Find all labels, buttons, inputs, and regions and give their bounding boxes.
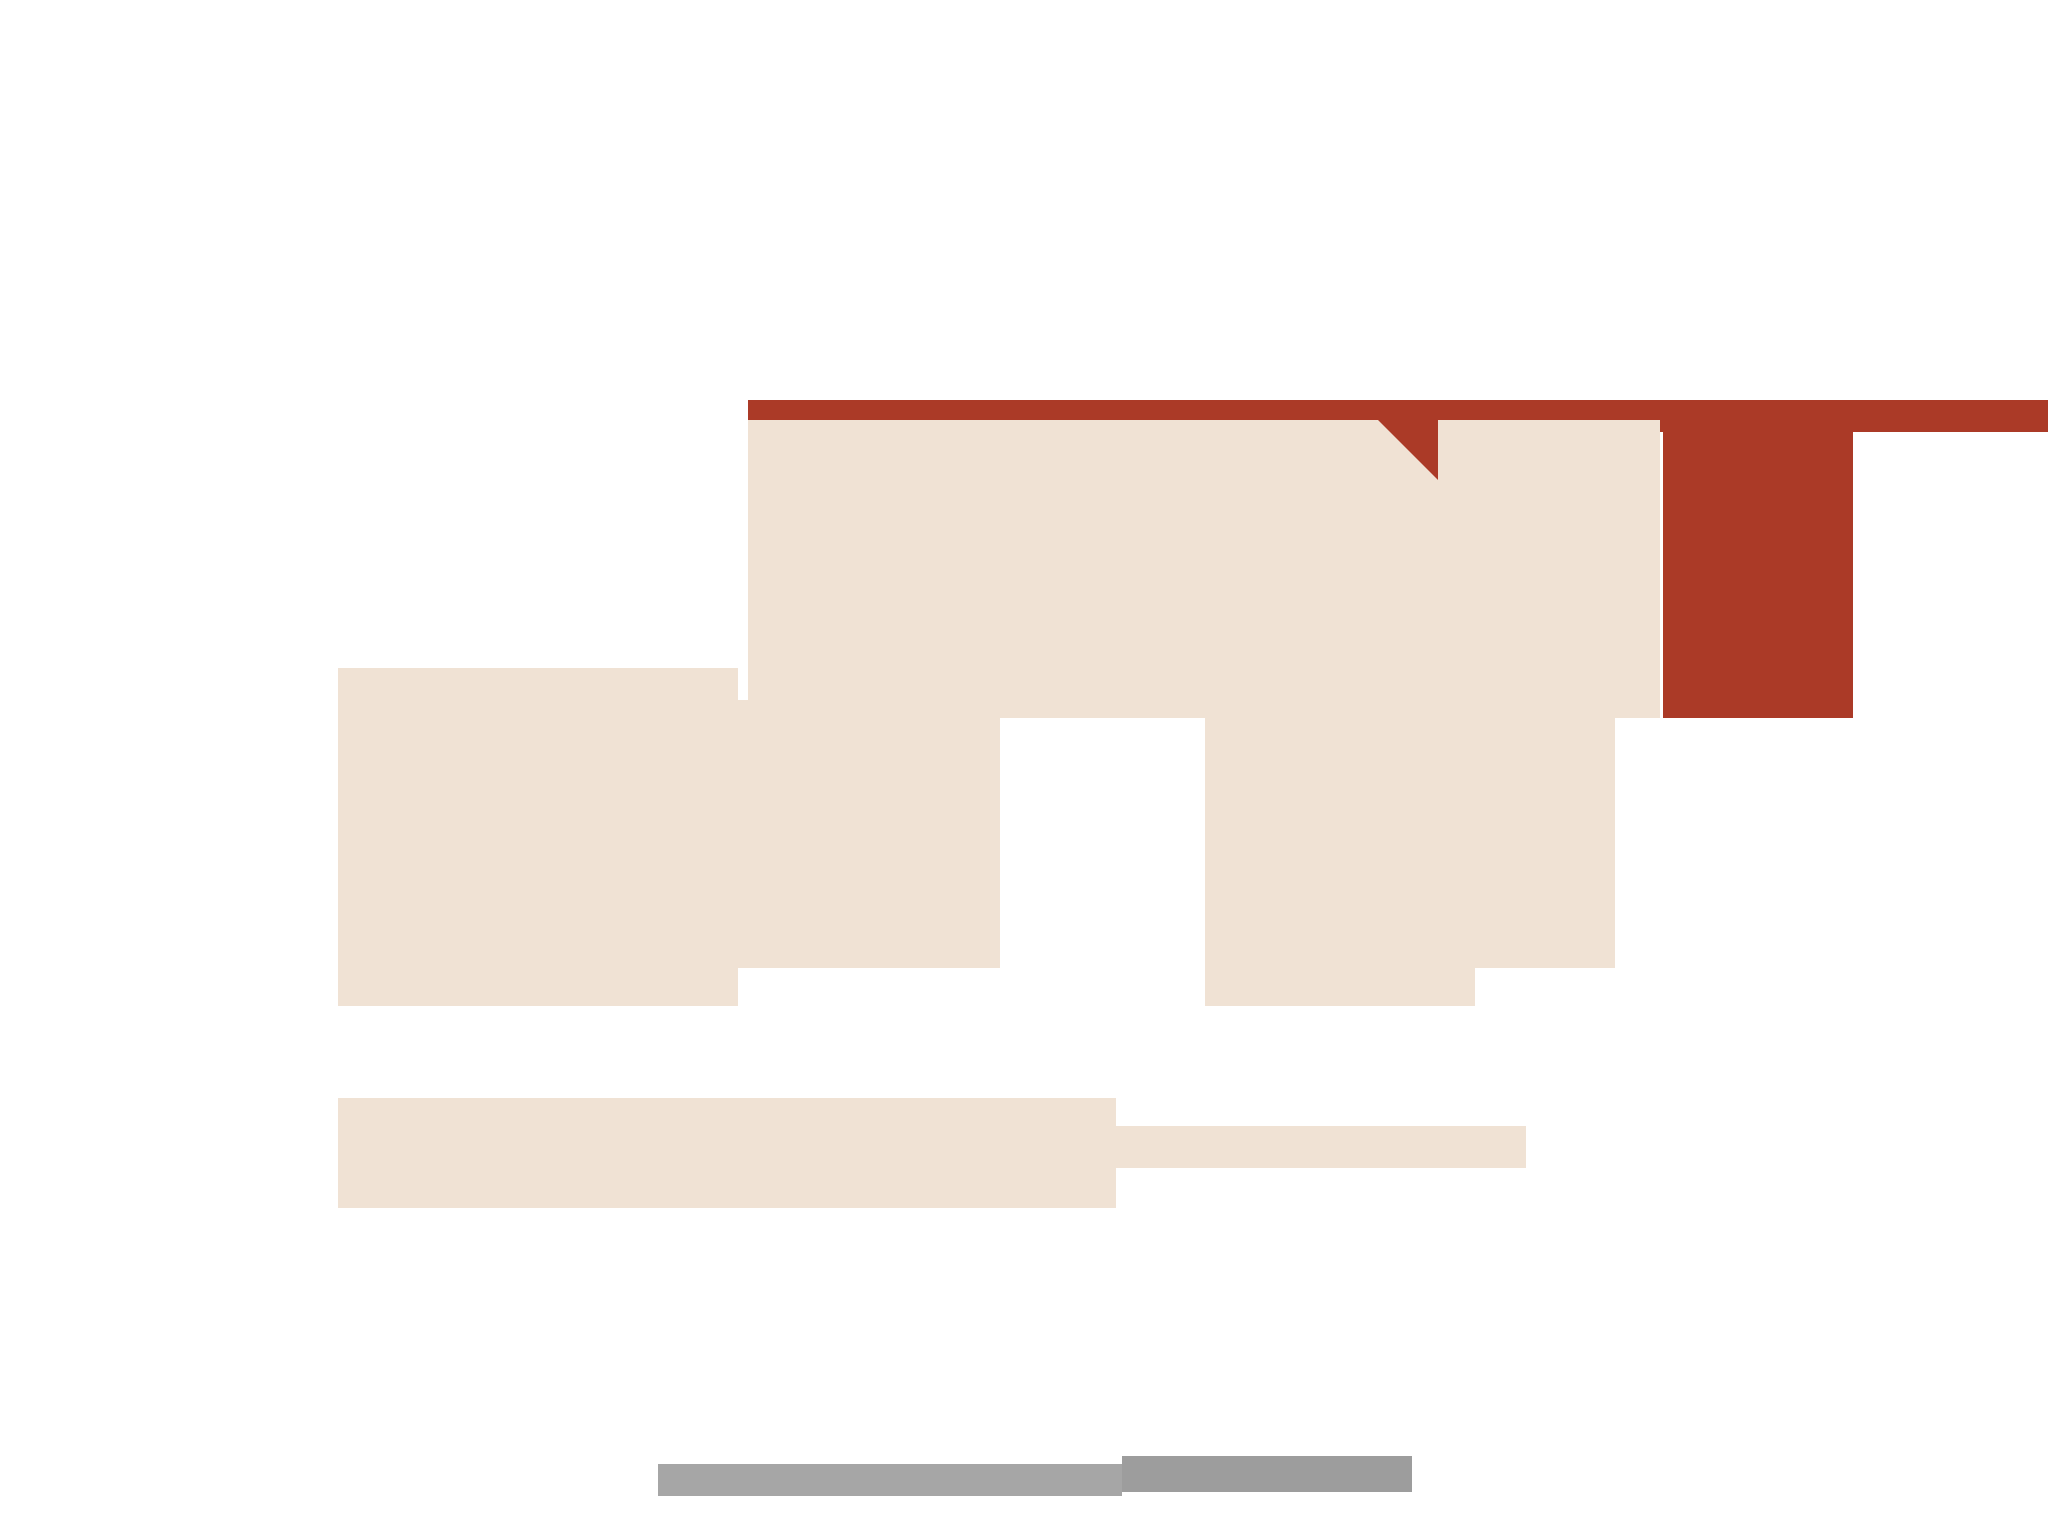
cream-left-block — [338, 668, 738, 1006]
cream-right-block — [1205, 700, 1475, 1006]
grey-bar-left — [658, 1464, 1122, 1496]
cream-right-tail — [1475, 700, 1615, 968]
grey-bar-right — [1122, 1456, 1412, 1492]
cream-bar-extension — [1116, 1126, 1526, 1168]
red-right-panel — [1663, 400, 1853, 718]
cream-mid-block — [738, 700, 1000, 968]
cream-long-bar — [338, 1098, 1116, 1208]
cream-panel-notch — [1410, 460, 1660, 718]
